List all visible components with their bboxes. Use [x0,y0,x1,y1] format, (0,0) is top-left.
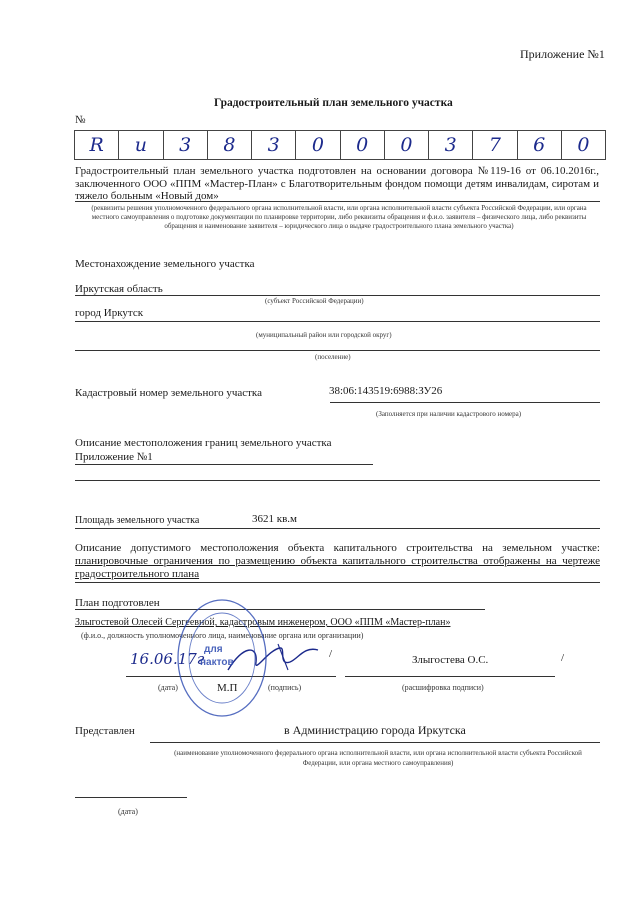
prepared-by-caption: (ф.и.о., должность уполномоченного лица, наименование органа или организации) [81,631,364,640]
divider [587,582,600,583]
location-heading: Местонахождение земельного участка [75,258,255,270]
divider [75,609,485,610]
basis-caption: (реквизиты решения уполномоченного федерального органа исполнительной власти, или органа исполнительной власти субъекта Российской Федерации, или органа местного самоуправления о подготовке документации по планировке территории, либо реквизиты обращения и ф.и.о. заявителя – физического лица, либо реквизиты обращения и наименование заявителя – юридического лица о выдаче градостроительного плана земельного участка) [91,204,587,230]
placement-block [75,542,600,581]
placement-label: Описание допустимого местоположения объекта капитального строительства на земельном участке: [75,542,600,554]
divider [75,464,373,465]
prepared-label: План подготовлен [75,597,160,609]
divider [150,742,600,743]
number-sign: № [75,114,86,126]
gpzu-char-cell: 6 [518,131,562,159]
slash-separator: / [329,648,333,660]
stamp-line-1: для [204,644,223,655]
basis-text: Градостроительный план земельного участка подготовлен на основании договора №119-16 от 06.10.2016г., заключенного ООО «ППМ «Мастер-План» с Благотворительным фондом помощи детям инвалидам, сиротам и тяжело больным «Новый дом» [75,165,599,202]
divider [75,350,600,351]
presented-caption: (наименование уполномоченного федерального органа исполнительной власти, или органа исполнительной власти субъекта Российской Федерации, или органа местного самоуправления) [174,749,582,767]
divider [330,402,600,403]
gpzu-char-cell: u [119,131,163,159]
presented-to: в Администрацию города Иркутска [284,723,466,737]
gpzu-char-cell: 3 [164,131,208,159]
slash-separator: / [561,652,565,664]
boundaries-value: Приложение №1 [75,451,153,463]
gpzu-char-cell: 0 [577,134,590,156]
divider [345,676,555,677]
gpzu-char-cell: 7 [473,131,517,159]
gpzu-char-cell: R [75,131,119,159]
gpzu-char-cell: 3 [429,131,473,159]
gpzu-char-cell: 0 [296,131,340,159]
area-value: 3621 кв.м [252,513,297,525]
divider [75,201,600,202]
gpzu-char-cell: 3 [252,131,296,159]
boundaries-label: Описание местоположения границ земельного участка [75,437,332,449]
cadastral-caption: (Заполняется при наличии кадастрового номера) [376,410,522,418]
appendix-label: Приложение №1 [520,47,605,61]
prepared-by: Злыгостевой Олесей Сергеевной, кадастровым инженером, ООО «ППМ «Мастер-план» [75,617,451,628]
placement-value: планировочные ограничения по размещению объекта капитального строительства отображены на чертеже градостроительного плана [75,555,600,580]
area-label: Площадь земельного участка [75,515,200,526]
divider [75,797,187,798]
gpzu-char-cell: 0 [385,131,429,159]
gpzu-char-cell: 8 [208,131,252,159]
cadastral-label: Кадастровый номер земельного участка [75,387,262,399]
presented-label: Представлен [75,725,135,737]
decoding-caption: (расшифровка подписи) [402,683,484,692]
city-caption: (муниципальный район или городской округ) [256,331,392,339]
final-date-caption: (дата) [118,807,138,816]
date-caption: (дата) [158,683,178,692]
gpzu-number-grid [74,130,606,160]
city-value: город Иркутск [75,307,144,319]
signature-caption: (подпись) [268,683,302,692]
divider [75,528,600,529]
stamp-line-2: пактов [200,657,234,668]
handwritten-date: 16.06.17г [130,650,205,668]
organization-stamp [176,597,268,719]
region-value: Иркутская область [75,283,163,295]
region-caption: (субъект Российской Федерации) [265,297,364,305]
page-title: Градостроительный план земельного участка [214,97,453,109]
settlement-caption: (поселение) [315,353,351,361]
divider [75,295,600,296]
gpzu-char-cell: 0 [341,131,385,159]
mp-label: М.П [217,682,238,694]
decoding-value: Злыгостева О.С. [412,654,489,666]
cadastral-value: 38:06:143519:6988:ЗУ26 [329,385,443,397]
divider [75,582,600,583]
divider [75,321,600,322]
divider [75,480,600,481]
